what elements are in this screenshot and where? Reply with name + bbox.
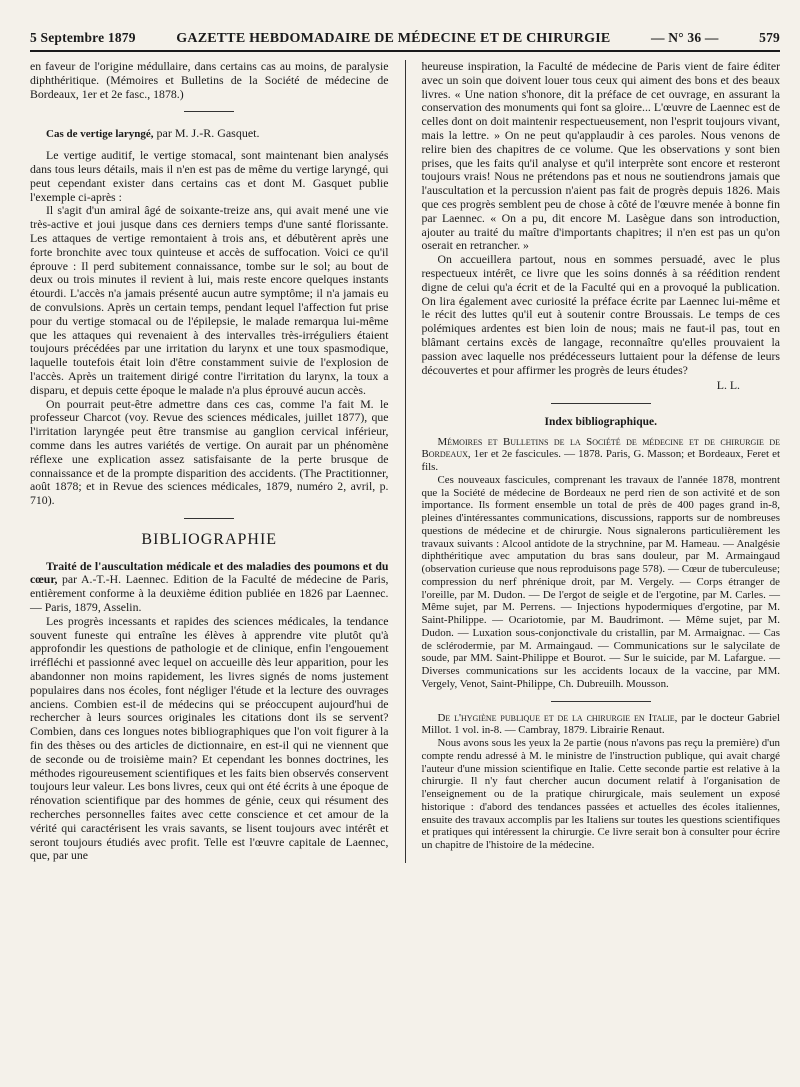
header-page-number: 579 [759,30,780,45]
book-reference [422,436,781,474]
book-title: Mémoires et Bulletins de la Société de médecine et de chirurgie de Bordeaux, [421,435,780,461]
book-details: 1er et 2e fascicules. — 1878. Paris, G. Masson; et Bordeaux, Feret et fils. [421,448,780,474]
book-reference [30,560,389,615]
article-title: Cas de vertige laryngé, [46,128,154,141]
book-title: Traité de l'auscultation médicale et des maladies des poumons et du cœur, [30,558,389,587]
divider [184,518,234,519]
book-reference [422,712,781,738]
divider [551,701,651,702]
column-rule [405,60,406,863]
article-heading [30,126,389,141]
paragraph: en faveur de l'origine médullaire, dans certains cas au moins, de paralysie diphthéritique. (Mémoires et Bulletins de la Société de médecine de Bordeaux, 1er et 2e fasc., 1878.) [30,59,389,101]
book-title: De l'hygiène publique et de la chirurgie en Italie, [437,711,678,724]
page-header [30,30,780,52]
section-heading: BIBLIOGRAPHIE [141,530,278,548]
divider [551,403,651,404]
right-column [412,60,781,863]
paragraph: On accueillera partout, nous en sommes persuadé, avec le plus respectueux intérêt, ce livre que les soins donnés à sa réédition rendent digne de celui qu'a écrit et de la Faculté qui en a provoqué la publication. On lira également avec curiosité la préface écrite par Laennec lui-même et le récit des luttes qu'il eut à soutenir contre Broussais. Le temps de ces polémiques ardentes est bien loin de nous; mais ne faut-il pas, tout en blâmant certains excès de langage, reconnaître qu'elles prouvaient la passion avec laquelle nos prédécesseurs luttaient pour la défense de leurs découvertes et pour affirmer les progrès de leurs études? [421,252,780,377]
paragraph: Ces nouveaux fascicules, comprenant les travaux de l'année 1878, montrent que la Société de médecine de Bordeaux ne perd rien de son activité et de son importance. Ils forment ensemble un total de près de 400 pages grand in-8, pleines d'intéressantes communications, discussions, rapports sur de nombreuses questions de médecine et de chirurgie. Nous signalerons particulièrement les travaux suivants : Alcool antidote de la strychnine, par M. Hameau. — Analgésie diphthéritique avec amputation du bras sans douleur, par M. Armaingaud (observation curieuse que nous reproduisons page 578). — Cœur de tuberculeuse; compression du nerf phrénique droit, par M. Vergely. — Corps étranger de l'oreille, par M. Dudon. — De l'ergot de seigle et de l'ergotine, par M. Carles. — Même sujet, par M. Perrens. — Injections hypodermiques d'ergotine, par M. Saint-Philippe. — Ocariotomie, par M. Baudrimont. — Même sujet, par M. Dudon. — Luxation sous-conjonctivale du cristallin, par M. Armaignac. — Cas de sclérodermie, par M. Armaingaud. — Communications sur le salycilate de soude, par MM. Saint-Philippe et Bourot. — Sur le suicide, par M. Lafargue. — Diverses communications sur les accidents locaux de la vaccine, par MM. Vergely, Venot, Saint-Philippe, Ch. Dubreuilh. Mousson. [421,473,780,690]
paragraph: On pourrait peut-être admettre dans ces cas, comme l'a fait M. le professeur Charcot (voy. Revue des sciences médicales, juillet 1877), que l'irritation laryngée peut être transmise au ganglion cervical inférieur, comme dans les autres variétés de vertige. On aurait par un phénomène réflexe une explication assez satisfaisante de la perte brusque de connaissance et de la prompte disparition des accidents. (The Practitionner, août 1878; et in Revue des sciences médicales, 1879, numéro 2, avril, p. 710). [30,396,389,508]
header-issue: — N° 36 — [650,30,719,45]
header-date: 5 Septembre 1879 [30,30,136,45]
text-columns [30,60,780,863]
paragraph: Le vertige auditif, le vertige stomacal, sont maintenant bien analysés dans tous leurs détails, mais il n'en est pas de même du vertige laryngé, qui peut cependant exister dans certains cas et dont M. Gasquet publie l'exemple ci-après : [30,148,389,204]
paragraph: Les progrès incessants et rapides des sciences médicales, la tendance souvent funeste qui entraîne les élèves à apprendre vite plutôt qu'à approfondir les questions de pathologie et de clinique, enfin l'engouement irréfléchi et passionné avec lequel on accueille dès leur apparition, pour les abandonner non moins rapidement, les livres signés de noms justement populaires dans nos écoles, font négliger l'étude et la lecture des ouvrages anciens. Combien est-il de médecins qui se préoccupent aujourd'hui de rechercher à leurs sources originales les citations dont ils se servent? Combien, dans ces longues notes bibliographiques que l'on voit figurer à la fin des thèses ou des articles de dictionnaire, en est-il qui ne viennent que de seconde ou de troisième main? Et cependant les bonnes doctrines, les méthodes rigoureusement scientifiques et les faits bien observés conservent toujours leur valeur. Les bons livres, ceux qui ont été écrits à une époque de rénovation scientifique par des hommes de génie, ceux qui résument des recherches personnelles faites avec cette conscience et cet amour de la vérité qui caractérisent les vrais savants, se lisent toujours avec intérêt et seront toujours étudiés avec profit. Telle est l'œuvre capitale de Laennec, que, par une [30,613,389,863]
article-author: par M. J.-R. Gasquet. [153,126,260,141]
paragraph: Nous avons sous les yeux la 2e partie (nous n'avons pas reçu la première) d'un compte rendu adressé à M. le ministre de l'instruction publique, qui avait chargé l'auteur d'une mission scientifique en Italie. Cette seconde partie est relative à la chirurgie. Il n'y faut chercher aucun document relatif à l'organisation de l'enseignement ou de la pratique chirurgicale, mais seulement un exposé historique : d'abord des tendances passées et actuelles des écoles italiennes, ensuite des travaux accomplis par les Italiens sur toutes les questions scientifiques et pratiques qui intéressent la chirurgie. Ce livre serait bon à consulter pour écrire un chapitre de l'histoire de la médecine. [421,737,780,852]
left-column [30,60,399,863]
section-heading: Index bibliographique. [544,416,657,429]
book-details: par A.-T.-H. Laennec. Edition de la Faculté de médecine de Paris, entièrement conforme à la deuxième édition publiée en 1826 par Laennec. — Paris, 1879, Asselin. [30,572,389,615]
header-title: GAZETTE HEBDOMADAIRE DE MÉDECINE ET DE CHIRURGIE [176,31,611,46]
paragraph: heureuse inspiration, la Faculté de médecine de Paris vient de faire éditer avec un soin que doivent louer tous ceux qui aiment des bons et des beaux livres. « Une nation s'honore, dit la préface de cet ouvrage, en assurant la conservation des monuments qui font sa gloire... L'œuvre de Laennec est de celles dont on doit maintenir respectueusement, non l'esprit toujours vivant, mais la lettre. » On ne peut qu'applaudir à ces paroles. Nous venons de relire bien des chapitres de ce volume. Que les observations y sont bien prises, que les faits qu'il analyse et qu'il interprète sont encore et resteront toujours vrais! Nous ne prétendons pas et nous ne soutiendrons jamais que l'auscultation et la percussion n'aient pas fait de progrès depuis 1826. Mais que ces progrès semblent peu de chose à côté de l'œuvre menée à bonne fin par Laennec. « On a pu, dit encore M. Lasègue dans son introduction, ajouter au traité du maître d'importants chapitres; il n'en est pas un qu'on oserait en retrancher. » [421,59,780,253]
paragraph: Il s'agit d'un amiral âgé de soixante-treize ans, qui avait mené une vie très-active et joui jusque dans ces derniers temps d'une santé florissante. Les attaques de vertige remontaient à trois ans, et débutèrent après une forte bronchite avec toux quinteuse et accès de suffocation. Voici ce qu'il éprouve : Il perd subitement connaissance, tombe sur le sol; au bout de deux ou trois minutes il revient à lui, mais reste encore quelques instants étourdi. L'accès n'a jamais présenté aucun autre symptôme; il n'a jamais eu de convulsions. Après un certain temps, pendant lequel l'affection fut prise pour du vertige stomacal ou de l'épilepsie, le malade remarqua lui-même que les attaques qui revenaient à des intervalles très-irréguliers étaient toujours précédées par une irritation du larynx et une toux spasmodique, laquelle toutefois était loin d'être constamment suivie de l'explosion de l'accès. Après un traitement dirigé contre l'irritation du larynx, la toux a disparu, et depuis cette époque le malade n'a plus éprouvé aucun accès. [30,203,389,397]
book-details: par le docteur Gabriel Millot. 1 vol. in-8. — Cambray, 1879. Librairie Renaut. [421,711,780,737]
divider [184,111,234,112]
signature: L. L. [716,378,740,393]
